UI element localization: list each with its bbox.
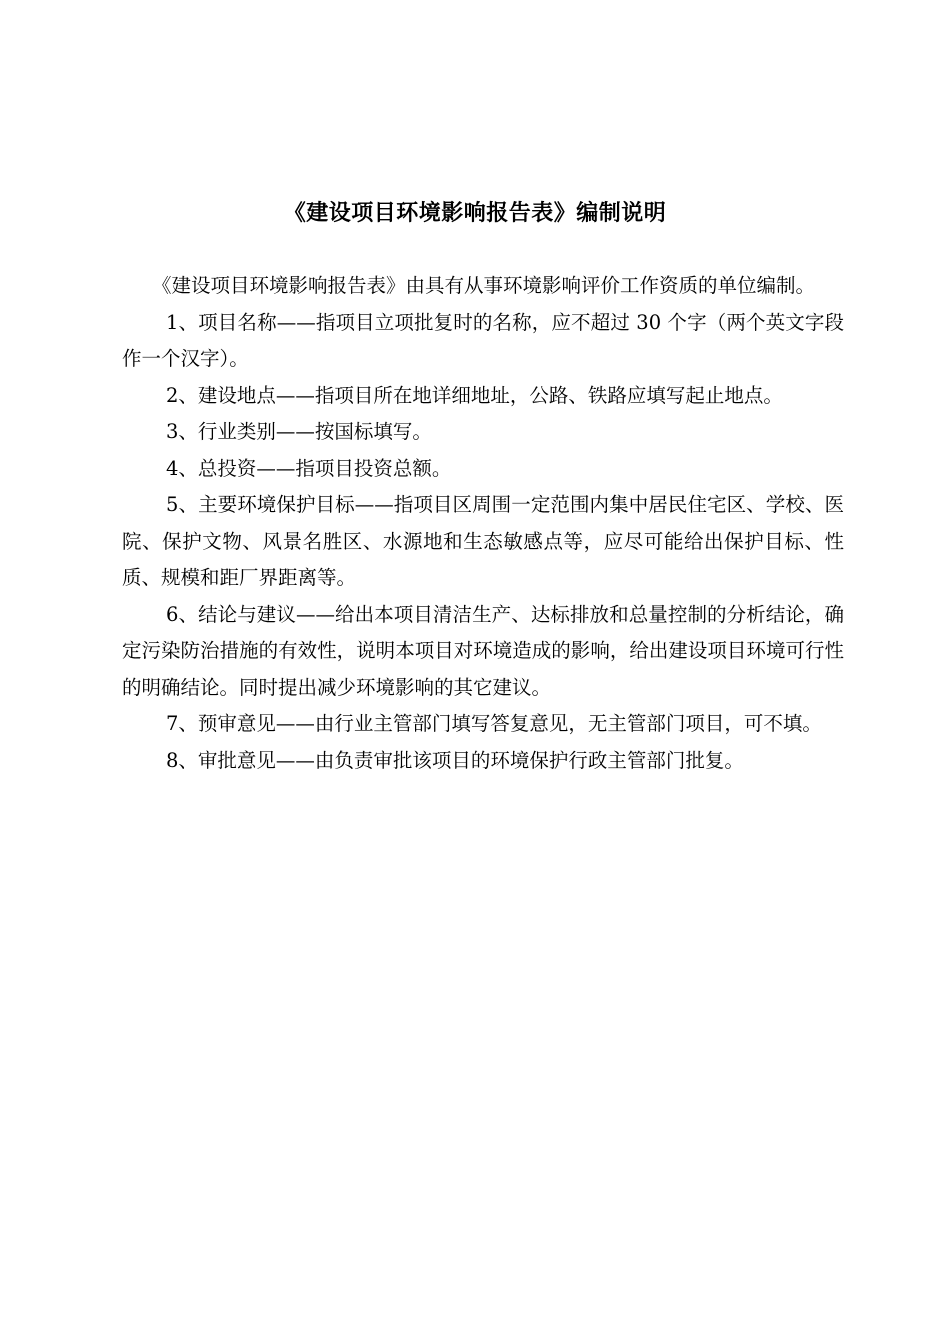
item-industry-category: 3、行业类别——按国标填写。 [166,420,432,443]
document-body [122,268,844,779]
item-conclusions-suggestions: 6、结论与建议——给出本项目清洁生产、达标排放和总量控制的分析结论，确定污染防治措施的有效性，说明本项目对环境造成的影响，给出建设项目环境可行性的明确结论。同时提出减少环境影响的其它建议。 [122,602,844,699]
item-approval-opinion: 8、审批意见——由负责审批该项目的环境保护行政主管部门批复。 [166,748,744,772]
item-construction-location: 2、建设地点——指项目所在地详细地址，公路、铁路应填写起止地点。 [166,383,783,407]
item-protection-targets: 5、主要环境保护目标——指项目区周围一定范围内集中居民住宅区、学校、医院、保护文物、风景名胜区、水源地和生态敏感点等，应尽可能给出保护目标、性质、规模和距厂界距离等。 [122,493,844,589]
item-total-investment: 4、总投资——指项目投资总额。 [166,456,452,480]
item-preliminary-review: 7、预审意见——由行业主管部门填写答复意见，无主管部门项目，可不填。 [166,712,822,735]
intro-paragraph: 《建设项目环境影响报告表》由具有从事环境影响评价工作资质的单位编制。 [152,274,816,297]
item-project-name: 1、项目名称——指项目立项批复时的名称，应不超过 30 个字（两个英文字段作一个汉字）。 [122,310,844,370]
document-title: 《建设项目环境影响报告表》编制说明 [283,200,667,226]
